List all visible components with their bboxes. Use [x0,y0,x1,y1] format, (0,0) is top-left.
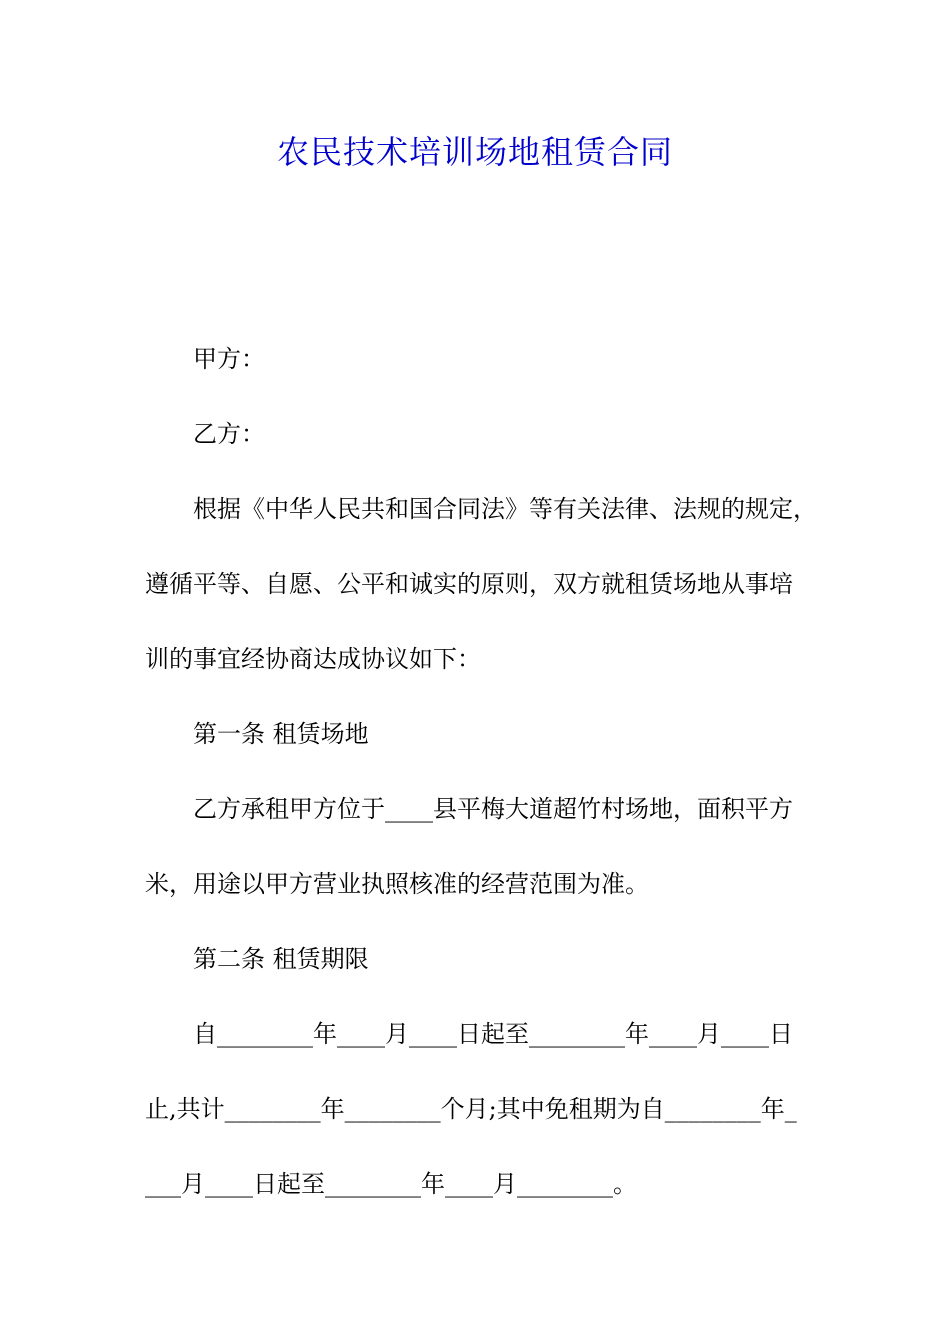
document-title: 农民技术培训场地租赁合同 [276,133,673,171]
preamble-line-1: 根据《中华人民共和国合同法》等有关法律、法规的规定， [193,495,817,523]
article-1-heading: 第一条 租赁场地 [193,720,369,748]
preamble-line-3: 训的事宜经协商达成协议如下： [145,645,481,673]
preamble-line-2: 遵循平等、自愿、公平和诚实的原则，双方就租赁场地从事培 [145,570,793,598]
article-2-heading: 第二条 租赁期限 [193,945,369,973]
party-b-line: 乙方： [193,420,265,448]
party-a-line: 甲方： [193,345,265,373]
article-2-line-1: 自________年____月____日起至________年____月____日 [193,1020,793,1048]
article-2-line-3: ___月____日起至________年____月________。 [145,1170,637,1198]
article-1-line-1: 乙方承租甲方位于____县平梅大道超竹村场地，面积平方 [193,795,793,823]
article-2-line-2: 止,共计________年________个月;其中免租期为自________年_ [145,1095,797,1123]
article-1-line-2: 米，用途以甲方营业执照核准的经营范围为准。 [145,870,649,898]
